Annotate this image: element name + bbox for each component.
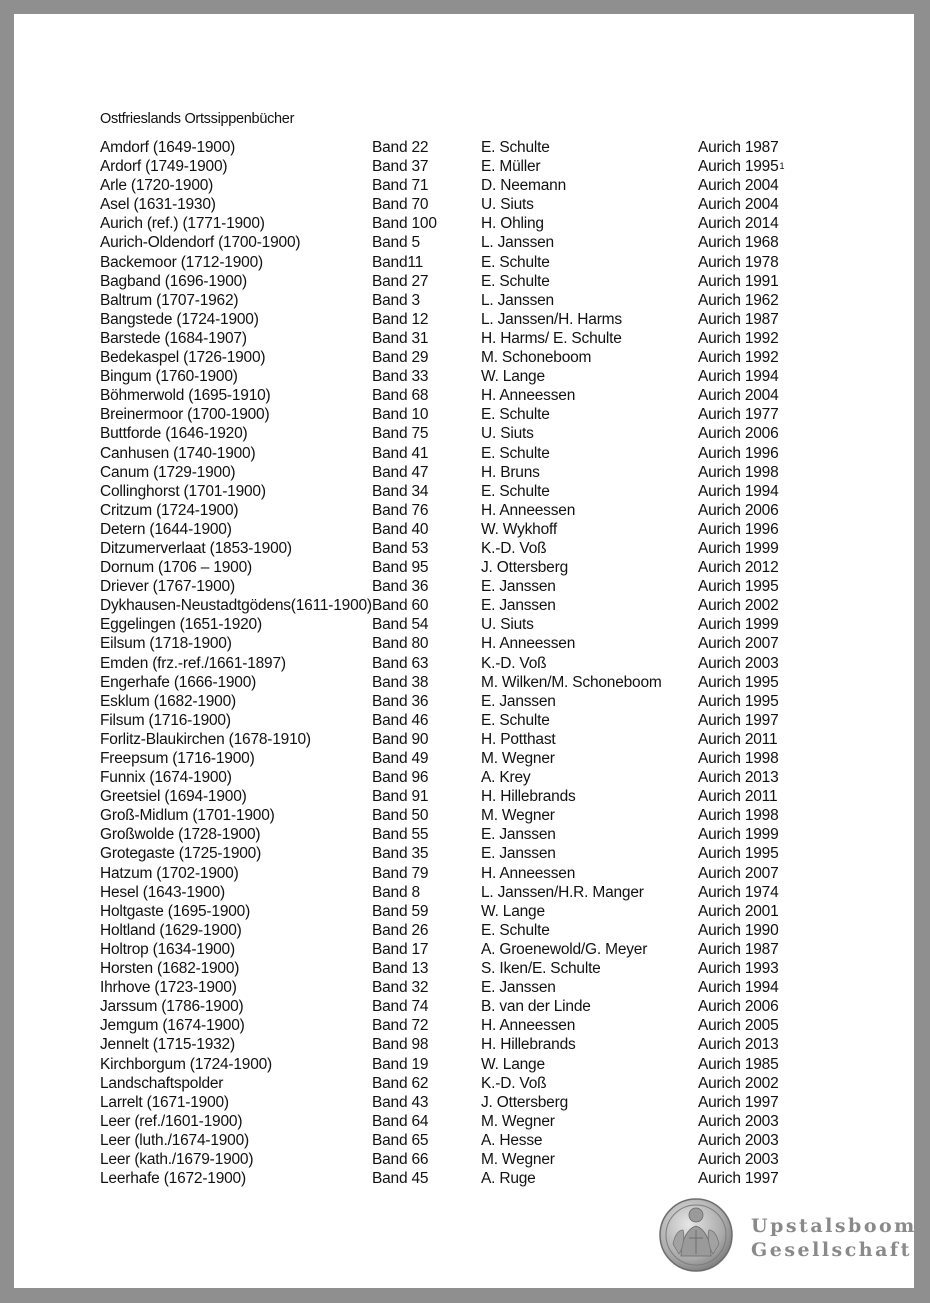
table-row [14,730,914,749]
table-row [14,157,914,176]
place-cell: Leer (kath./1679-1900) [100,1150,254,1168]
author-cell: E. Schulte [481,482,550,500]
author-cell: W. Lange [481,1055,545,1073]
band-cell: Band 90 [372,730,429,748]
year-cell: Aurich 2001 [698,902,779,920]
author-cell: W. Lange [481,902,545,920]
page-title: Ostfrieslands Ortssippenbücher [100,111,295,127]
place-cell: Canhusen (1740-1900) [100,444,256,462]
year-cell: Aurich 2003 [698,1131,779,1149]
year-cell: Aurich 2007 [698,635,779,653]
band-cell: Band 65 [372,1131,429,1149]
year-cell: Aurich 2002 [698,1074,779,1092]
author-cell: M. Wegner [481,750,555,767]
table-row [14,386,914,405]
year-cell: Aurich 2006 [698,501,779,519]
year-cell: Aurich 2012 [698,559,779,577]
band-cell: Band 45 [372,1170,429,1188]
band-cell: Band 70 [372,196,429,214]
year-cell: Aurich 2004 [698,387,779,405]
year-cell: Aurich 1997 [698,1093,779,1111]
table-row [14,1131,914,1150]
table-row [14,654,914,673]
place-cell: Böhmerwold (1695-1910) [100,387,271,405]
table-row [14,348,914,367]
year-cell: Aurich 2007 [698,864,779,882]
year-cell: Aurich 1987 [698,940,779,958]
band-cell: Band 63 [372,654,429,672]
year-cell: Aurich 1996 [698,520,779,538]
place-cell: Freepsum (1716-1900) [100,750,255,767]
place-cell: Amdorf (1649-1900) [100,139,236,156]
year-cell: Aurich 1998 [698,463,779,481]
year-cell: Aurich 1968 [698,234,779,252]
band-cell: Band 12 [372,310,429,328]
place-cell: Backemoor (1712-1900) [100,253,263,271]
year-cell: Aurich 2004 [698,196,779,214]
year-cell: Aurich 1999 [698,826,779,844]
year-cell: Aurich 2014 [698,215,779,233]
band-cell: Band 41 [372,444,429,462]
band-cell: Band 74 [372,998,429,1016]
place-cell: Buttforde (1646-1920) [100,425,248,443]
author-cell: H. Harms/ E. Schulte [481,329,622,347]
place-cell: Leer (luth./1674-1900) [100,1131,249,1149]
author-cell: M. Schoneboom [481,349,592,367]
table-row [14,673,914,692]
author-cell: A. Groenewold/G. Meyer [481,940,648,958]
author-cell: A. Krey [481,769,531,787]
band-cell: Band 36 [372,692,429,710]
table-row [14,405,914,424]
place-cell: Bingum (1760-1900) [100,368,238,386]
table-row [14,768,914,787]
table-row [14,844,914,863]
author-cell: E. Janssen [481,692,556,710]
band-cell: Band 71 [372,177,429,195]
year-cell: Aurich 2011 [698,730,778,748]
year-cell: Aurich 1995 [698,578,779,596]
table-row [14,214,914,233]
table-row [14,1150,914,1169]
band-cell: Band 29 [372,349,429,367]
place-cell: Collinghorst (1701-1900) [100,482,266,500]
place-cell: Larrelt (1671-1900) [100,1093,229,1111]
document-page [14,14,917,1288]
year-cell: Aurich 1995 [698,692,779,710]
band-cell: Band 55 [372,826,429,844]
table-row [14,940,914,959]
table-row [14,787,914,806]
author-cell: H. Anneessen [481,635,576,653]
band-cell: Band 10 [372,406,429,424]
author-cell: H. Ohling [481,215,544,233]
place-cell: Jarssum (1786-1900) [100,998,244,1016]
table-row [14,138,914,157]
band-cell: Band 33 [372,368,429,386]
table-row [14,482,914,501]
table-row [14,501,914,520]
band-cell: Band 54 [372,616,429,634]
author-cell: M. Wegner [481,1150,555,1168]
year-cell: Aurich 1999 [698,539,779,557]
place-cell: Leer (ref./1601-1900) [100,1112,243,1130]
place-cell: Horsten (1682-1900) [100,960,240,978]
year-cell: Aurich 1987 [698,310,779,328]
band-cell: Band 5 [372,234,420,252]
band-cell: Band 66 [372,1150,429,1168]
author-cell: A. Hesse [481,1131,543,1149]
table-row [14,1112,914,1131]
table-row [14,806,914,825]
band-cell: Band 50 [372,807,429,825]
year-cell: Aurich 1985 [698,1055,779,1073]
author-cell: E. Müller [481,158,541,176]
year-cell: Aurich 1990 [698,921,779,939]
place-cell: Kirchborgum (1724-1900) [100,1055,273,1073]
table-row [14,558,914,577]
table-row [14,1169,914,1188]
table-row [14,921,914,940]
place-cell: Baltrum (1707-1962) [100,291,239,309]
table-row [14,1074,914,1093]
author-cell: E. Janssen [481,578,556,596]
year-cell: Aurich 1994 [698,979,779,997]
band-cell: Band 34 [372,482,429,500]
band-cell: Band 75 [372,425,429,443]
place-cell: Jennelt (1715-1932) [100,1036,235,1054]
place-cell: Hatzum (1702-1900) [100,864,239,882]
author-cell: S. Iken/E. Schulte [481,960,601,978]
author-cell: E. Schulte [481,272,550,290]
table-row [14,577,914,596]
band-cell: Band 64 [372,1112,429,1130]
band-cell: Band 31 [372,329,429,347]
place-cell: Eggelingen (1651-1920) [100,616,262,634]
band-cell: Band 40 [372,520,429,538]
place-cell: Grotegaste (1725-1900) [100,845,262,863]
author-cell: B. van der Linde [481,998,591,1016]
year-cell: Aurich 1992 [698,329,779,347]
year-cell: Aurich 1974 [698,883,779,901]
band-cell: Band 32 [372,979,429,997]
table-row [14,1093,914,1112]
place-cell: Barstede (1684-1907) [100,329,247,347]
author-cell: E. Schulte [481,711,550,729]
band-cell: Band 91 [372,788,429,806]
table-row [14,272,914,291]
table-row [14,1035,914,1054]
place-cell: Landschaftspolder [100,1074,224,1092]
band-cell: Band 79 [372,864,429,882]
table-row [14,444,914,463]
author-cell: K.-D. Voß [481,654,547,672]
year-cell: Aurich 1996 [698,444,779,462]
year-cell: Aurich 2003 [698,1112,779,1130]
place-cell: Holtrop (1634-1900) [100,940,235,958]
band-cell: Band 60 [372,597,429,615]
author-cell: W. Lange [481,368,545,386]
author-cell: H. Anneessen [481,864,576,882]
table-row [14,329,914,348]
place-cell: Eilsum (1718-1900) [100,635,232,653]
author-cell: M. Wilken/M. Schoneboom [481,673,662,691]
table-row [14,749,914,768]
year-cell: Aurich 1995 1 [698,158,785,176]
logo-wordmark [751,1214,917,1262]
author-cell: E. Schulte [481,444,550,462]
table-row [14,596,914,615]
place-cell: Ditzumerverlaat (1853-1900) [100,539,292,557]
year-cell: Aurich 1999 [698,616,779,634]
year-cell: Aurich 1995 [698,845,779,863]
place-cell: Breinermoor (1700-1900) [100,406,270,424]
band-cell: Band 46 [372,711,429,729]
place-cell: Dornum (1706 – 1900) [100,559,252,577]
author-cell: L. Janssen/H.R. Manger [481,883,644,901]
band-cell: Band 38 [372,673,429,691]
footnote-marker: 1 [779,161,785,172]
author-cell: L. Janssen/H. Harms [481,310,622,328]
author-cell: E. Janssen [481,845,556,863]
place-cell: Leerhafe (1672-1900) [100,1170,246,1188]
logo-line2: Gesellschaft [751,1239,912,1261]
table-row [14,615,914,634]
place-cell: Ardorf (1749-1900) [100,158,228,176]
place-cell: Filsum (1716-1900) [100,711,231,729]
table-row [14,233,914,252]
place-cell: Driever (1767-1900) [100,578,235,596]
table-row [14,195,914,214]
place-cell: Holtgaste (1695-1900) [100,902,251,920]
author-cell: L. Janssen [481,234,554,252]
band-cell: Band 19 [372,1055,429,1073]
table-row [14,424,914,443]
society-logo [659,1198,917,1276]
place-cell: Großwolde (1728-1900) [100,826,261,844]
book-list [14,138,914,1188]
author-cell: H. Anneessen [481,387,576,405]
author-cell: K.-D. Voß [481,1074,547,1092]
year-cell: Aurich 2005 [698,1017,779,1035]
year-cell: Aurich 2011 [698,788,778,806]
place-cell: Aurich (ref.) (1771-1900) [100,215,265,233]
author-cell: H. Hillebrands [481,788,576,806]
table-row [14,520,914,539]
place-cell: Esklum (1682-1900) [100,692,236,710]
author-cell: E. Schulte [481,253,550,271]
band-cell: Band 59 [372,902,429,920]
table-row [14,692,914,711]
place-cell: Hesel (1643-1900) [100,883,225,901]
band-cell: Band 95 [372,559,429,577]
band-cell: Band 49 [372,750,429,767]
year-cell: Aurich 2004 [698,177,779,195]
band-cell: Band 8 [372,883,420,901]
author-cell: H. Potthast [481,730,556,748]
place-cell: Bangstede (1724-1900) [100,310,259,328]
place-cell: Jemgum (1674-1900) [100,1017,245,1035]
place-cell: Arle (1720-1900) [100,177,214,195]
year-cell: Aurich 1997 [698,711,779,729]
place-cell: Bagband (1696-1900) [100,272,248,290]
author-cell: E. Schulte [481,406,550,424]
place-cell: Forlitz-Blaukirchen (1678-1910) [100,730,311,748]
band-cell: Band 98 [372,1036,429,1054]
author-cell: E. Janssen [481,597,556,615]
author-cell: E. Janssen [481,979,556,997]
author-cell: H. Anneessen [481,501,576,519]
year-cell: Aurich 1994 [698,368,779,386]
year-cell: Aurich 1998 [698,807,779,825]
table-row [14,1016,914,1035]
year-cell: Aurich 2003 [698,1150,779,1168]
place-cell: Asel (1631-1930) [100,196,216,214]
band-cell: Band 72 [372,1017,429,1035]
table-row [14,253,914,272]
band-cell: Band 27 [372,272,429,290]
place-cell: Detern (1644-1900) [100,520,232,538]
place-cell: Funnix (1674-1900) [100,769,232,787]
band-cell: Band 100 [372,215,437,233]
author-cell: D. Neemann [481,177,567,195]
seal-icon [659,1198,733,1272]
author-cell: A. Ruge [481,1170,536,1188]
place-cell: Holtland (1629-1900) [100,921,242,939]
band-cell: Band 80 [372,635,429,653]
year-cell: Aurich 1977 [698,406,779,424]
place-cell: Groß-Midlum (1701-1900) [100,807,275,825]
place-cell: Aurich-Oldendorf (1700-1900) [100,234,301,252]
place-cell: Canum (1729-1900) [100,463,236,481]
band-cell: Band 26 [372,921,429,939]
year-cell: Aurich 2013 [698,1036,779,1054]
band-cell: Band 47 [372,463,429,481]
author-cell: L. Janssen [481,291,554,309]
author-cell: W. Wykhoff [481,520,557,538]
band-cell: Band 68 [372,387,429,405]
table-row [14,176,914,195]
author-cell: H. Anneessen [481,1017,576,1035]
year-cell: Aurich 1987 [698,139,779,156]
table-row [14,864,914,883]
author-cell: E. Schulte [481,139,550,156]
author-cell: M. Wegner [481,1112,555,1130]
table-row [14,1055,914,1074]
table-row [14,902,914,921]
band-cell: Band 3 [372,291,420,309]
table-row [14,711,914,730]
year-cell: Aurich 1962 [698,291,779,309]
band-cell: Band11 [372,253,424,271]
table-row [14,310,914,329]
year-cell: Aurich 1995 [698,673,779,691]
author-cell: U. Siuts [481,616,534,634]
author-cell: H. Hillebrands [481,1036,576,1054]
band-cell: Band 37 [372,158,429,176]
table-row [14,997,914,1016]
table-row [14,883,914,902]
author-cell: M. Wegner [481,807,555,825]
table-row [14,978,914,997]
year-cell: Aurich 1997 [698,1170,779,1188]
table-row [14,539,914,558]
band-cell: Band 53 [372,539,429,557]
logo-line1: Upstalsboom [751,1215,917,1237]
author-cell: J. Ottersberg [481,559,568,577]
place-cell: Ihrhove (1723-1900) [100,979,237,997]
year-cell: Aurich 1998 [698,750,779,767]
table-row [14,367,914,386]
place-cell: Bedekaspel (1726-1900) [100,349,266,367]
table-row [14,463,914,482]
table-row [14,825,914,844]
band-cell: Band 36 [372,578,429,596]
place-cell: Dykhausen-Neustadtgödens(1611-1900) [100,597,372,615]
author-cell: J. Ottersberg [481,1093,568,1111]
author-cell: E. Janssen [481,826,556,844]
year-cell: Aurich 2006 [698,998,779,1016]
band-cell: Band 62 [372,1074,429,1092]
author-cell: K.-D. Voß [481,539,547,557]
band-cell: Band 13 [372,960,429,978]
year-cell: Aurich 2006 [698,425,779,443]
band-cell: Band 22 [372,139,429,156]
year-cell: Aurich 2003 [698,654,779,672]
year-cell: Aurich 2002 [698,597,779,615]
table-row [14,291,914,310]
author-cell: U. Siuts [481,425,534,443]
year-cell: Aurich 1994 [698,482,779,500]
year-cell: Aurich 2013 [698,769,779,787]
place-cell: Critzum (1724-1900) [100,501,239,519]
band-cell: Band 43 [372,1093,429,1111]
place-cell: Emden (frz.-ref./1661-1897) [100,654,286,672]
year-cell: Aurich 1991 [698,272,779,290]
year-cell: Aurich 1992 [698,349,779,367]
year-cell: Aurich 1993 [698,960,779,978]
band-cell: Band 96 [372,769,429,787]
author-cell: H. Bruns [481,463,540,481]
place-cell: Greetsiel (1694-1900) [100,788,247,806]
table-row [14,959,914,978]
author-cell: U. Siuts [481,196,534,214]
author-cell: E. Schulte [481,921,550,939]
band-cell: Band 35 [372,845,429,863]
place-cell: Engerhafe (1666-1900) [100,673,257,691]
band-cell: Band 17 [372,940,429,958]
year-cell: Aurich 1978 [698,253,779,271]
table-row [14,634,914,653]
band-cell: Band 76 [372,501,429,519]
